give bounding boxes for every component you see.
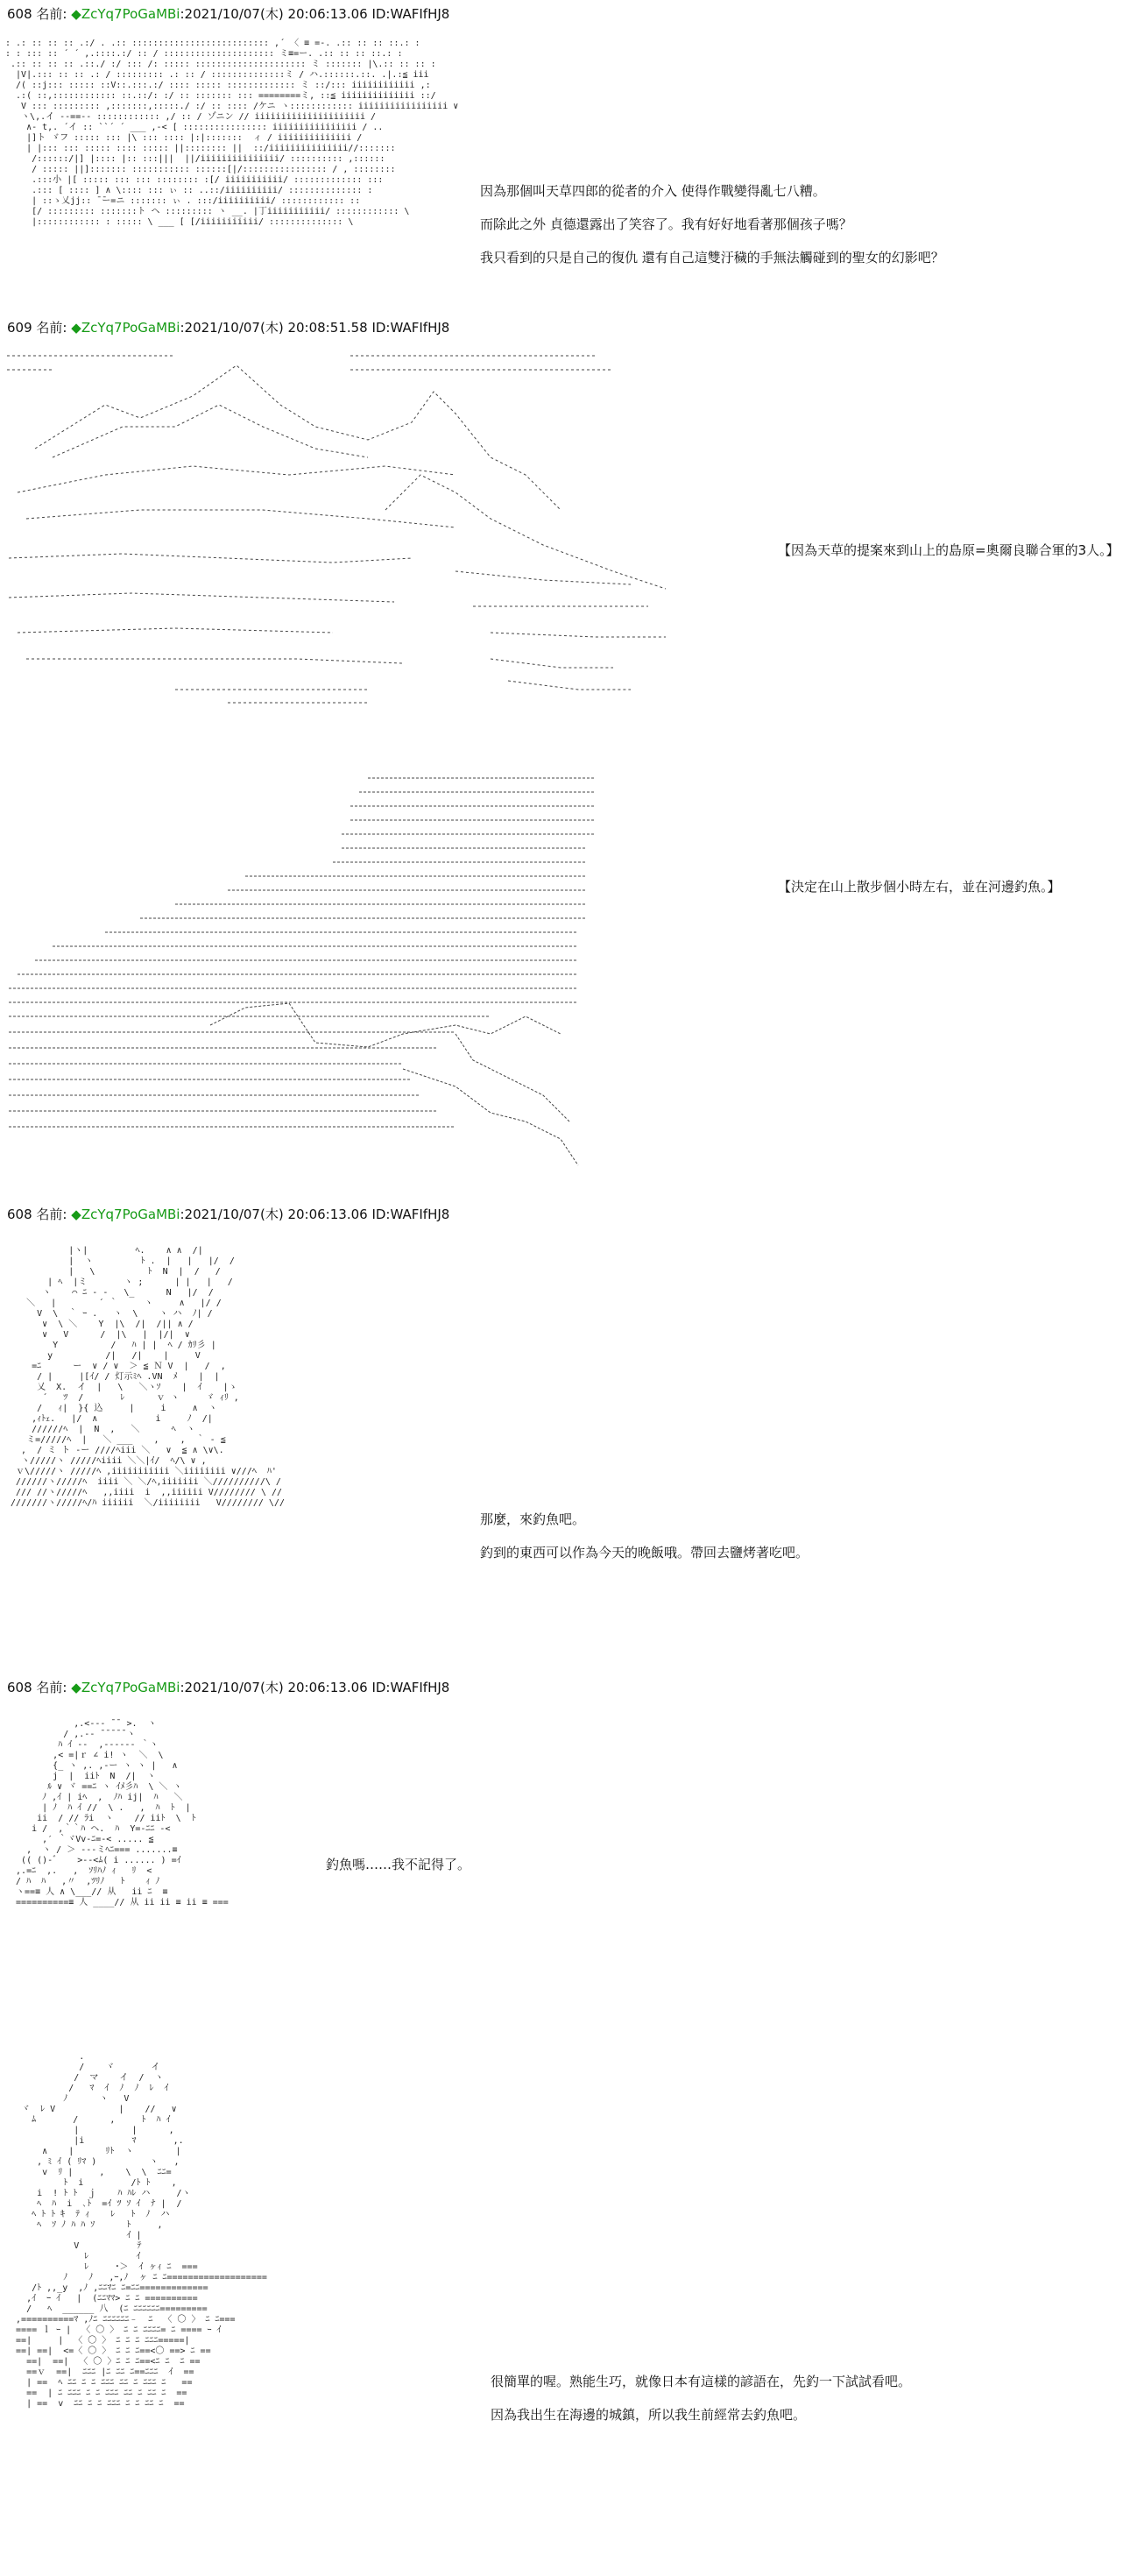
trip-code: ZcYq7PoGaMBi — [81, 1207, 180, 1222]
trip-diamond-icon: ◆ — [71, 1207, 81, 1222]
post-header: 609 名前: ◆ZcYq7PoGaMBi:2021/10/07(木) 20:08:51.58 ID:WAFIfHJ8 — [7, 320, 450, 336]
dialogue-line: 釣魚嗎……我不記得了。 — [326, 1857, 471, 1872]
ascii-art-jeanne-fishing: ,.<--- ̄ ̄ >. ヽ / ,.-- ̄ ̄ ̄ ̄ ̄ ヽ ﾊ ｲ -- ,------ ｀ヽ ,< =|ｒ ∠ i! ヽ ＼ \ {_ ヽ ,. ,-ー ヽ ヽ | ∧ j | iiﾄ N /| ヽ ﾙ ∨ ヾ ==ﾆ ヽ ｲﾒ彡ﾊ \ ＼ ヽ ﾉ ,ｲ | iﾍ , ﾉﾊ ij| ﾊ ＼ | ﾉ ﾊ ｲ // \ . , ﾊ ﾄ | ii / // ﾗi ヽ // iiﾄ \ ﾄ i / ,｀｀ﾊ ヘ. ﾊ Y=-ﾆﾆ -< ,′ ｀ヾVv-ﾆ=-< ..... ≦ , ヽ / ＞ ---ミﾍﾆ=== .......≡ (( ()-゛ >--<ﾑ( i ...... ) =ｲ ,.=ﾆ ,. , ｿﾘﾊﾉ ｨ ﾘ < / ﾊ ﾊ ,〃 ,ﾂﾘﾉ ﾄ ｨ ﾉ ヽ==≡ 人 ∧ \___// 从 ii ﾆ ≡ ==========≡ 人 ____// 从 ii ii ≡ ii ≡ === — [16, 1719, 229, 1907]
dialogue-block — [480, 182, 944, 282]
trip-code: ZcYq7PoGaMBi — [81, 6, 180, 22]
dialogue-line: 【決定在山上散步個小時左右，並在河邊釣魚。】 — [778, 879, 1061, 895]
ascii-art-shirou: |ヽ| ﾍ. ∧ ∧ /| | ヽ ﾄ . | | |/ / | \ ﾄ N | / / | ﾍ |ミ ヽ ; | | | / ヽ ⌒ ﾆ ‐ ‐ \_ N |/ / ＼ | ´ ｀ ヽ ∧ |/ / V \ ｀ ｰ . ヽ \ ヽ ハ ﾉ| / ∨ \ ＼ Y |\ /| /|| ∧ / ∨ V / |\ | |/| ∨ Y / ﾊ | | ﾍ / ｶﾘ彡 | y /| /| | V =ﾆ ー ∨ / ∨ ＞ ≦ Ｎ V | / , / | |[ｲ/ / 灯示ﾐﾍ .VN ﾒ | | 乂 X. イ | \ ＼ヽｿ | ｲ |ゝ ´ ﾂ / ﾚ ｖ ヽ ゞ ｨﾘ , / ｨ| }{ 込 | i ∧ ヽ ,ｨﾄｪ. |/ ∧ i ﾉ /| //////ﾍ | N , ＼ ﾍ ヽ ミ=/////ﾍ | ＼ ___ , , ｀ - ≦ , / ミ ト -ー ////ﾍiii ＼ ∨ ≦ ∧ \∨\. ヽ/////ヽ /////ﾍiiii ＼＼|ｲ/ ﾍ/\ ∨ , ｖ\/////ヽ /////ﾍ ,iiiiiiiiiii ＼iiiiiiii ∨///ﾍ ﾊ' //////ヽ/////ﾍ iiii ＼ ＼/ﾍ,iiiiiii ＼//////////\ / /// //ヽ/////ﾍ ,,iiii i ,,iiiiii V//////// \ // ///////ヽ/////ﾍ/ﾊ iiiiii ＼/iiiiiiii V//////// \// — [11, 1246, 285, 1508]
ascii-art-amakusa: . / ヾ イ / マ イ / ヽ / ﾏ ｲ ﾉ ﾉ ﾚ ｲ ﾉ ヽ V ヾ ﾚ V | // ∨ ﾑ / , ﾄ ﾊ ｲ | | , |i ﾏ ,. ∧ | ﾘﾄ ヽ | , ﾐ ｲ ( ﾘﾏ ) ヽ , v ﾘ | , \ \ ﾆﾆ= ﾄ i /ﾄ ﾄ , i ! ﾄ ﾄ ｊ ﾊ ﾊﾚ ハ /ヽ ﾍ ﾊ i ､ﾄ =ｲ ﾂ ｿ ｲ ﾅ | / ﾍ ﾄ ﾄ ｷ ﾃ ｨ ﾚ ﾄ ﾉ ハ ﾍ ｿ ﾉ ﾊ ﾊ ｿ ﾄ , ｲ | V ﾃ ﾚ ｲ ﾚ ･＞ ｲ ヶｨ ﾆ === ﾉ ﾉ ,ｰ,ﾉ ヶ ﾆ ﾆ=================== /ﾄ ,,_y ,ﾉ ,ﾆﾆﾏﾆ ﾆ=ﾆﾆ============= ,ｲ ｰ ｲ | (ﾆﾆﾏﾏ> ﾆ ﾆ ========== / ﾍ ______ 八 (ﾆ ﾆﾆﾆﾆﾆﾆ========= ,==========ﾏ ,ﾉﾆ ﾆﾆﾆﾆﾆﾆ﹣ ﾆ 〈 〇 〉 ﾆ ﾆ=== ==== ｌ ｰ | 〈 〇 〉 ﾆ ﾆ ﾆﾆﾆﾆ= ﾆ ==== ｰ ｲ ==| | 〈 〇 〉 ﾆ ﾆ ﾆ ﾆﾆﾆ=====| ==| ==| <=〈 〇 〉 ﾆ ﾆ ﾆ==<〇 ==> ﾆ == ==| ==| 〈 〇 〉ﾆ ﾆ ﾆ==<ﾆ ﾆ ﾆ == ==ｖ ==| ﾆﾆﾆ |ﾆ ﾆﾆ ﾆ==ﾆﾆﾆ ｲ == | == ﾍ ﾆﾆ ﾆ ﾆ ﾆﾆﾆ ﾆﾆ ﾆ ﾆﾆﾆ ﾆ == == | ﾆ ﾆﾆﾆ ﾆ ﾆ ﾆﾆﾆ ﾆﾆ ﾆ ﾆﾆ ﾆ == | == v ﾆﾆ ﾆ ﾆ ﾆﾆﾆ ﾆ ﾆ ﾆﾆ ﾆ == — [16, 2052, 267, 2409]
dialogue-line: 【因為天草的提案來到山上的島原=奧爾良聯合軍的3人。】 — [778, 542, 1119, 558]
post-header: 608 名前: ◆ZcYq7PoGaMBi:2021/10/07(木) 20:06:13.06 ID:WAFIfHJ8 — [7, 1207, 450, 1222]
post-header: 608 名前: ◆ZcYq7PoGaMBi:2021/10/07(木) 20:06:13.06 ID:WAFIfHJ8 — [7, 6, 450, 22]
river-art-icon — [0, 771, 666, 1192]
post-date: :2021/10/07(木) 20:06:13.06 ID:WAFIfHJ8 — [180, 1207, 450, 1222]
dialogue-block — [480, 1511, 809, 1577]
dialogue-line: 而除此之外 貞德還露出了笑容了。我有好好地看著那個孩子嗎？ — [480, 216, 852, 232]
post-date: :2021/10/07(木) 20:06:13.06 ID:WAFIfHJ8 — [180, 6, 450, 22]
dialogue-block — [491, 2373, 911, 2439]
dialogue-line: 釣到的東西可以作為今天的晚飯哦。帶回去鹽烤著吃吧。 — [480, 1545, 809, 1560]
trip-diamond-icon: ◆ — [71, 1680, 81, 1695]
trip-code: ZcYq7PoGaMBi — [81, 1680, 180, 1695]
dialogue-block — [326, 1856, 470, 1889]
ascii-art-river — [0, 771, 666, 1192]
ascii-art-jeanne-alter: : .: :: :: :: .:/ . .:: :::::::::::::::::::::::::: ,´ 〈 ≡ =-. .:: :: :: ::.: : : : ::: :: ´ ´ ,.::::.:/ :: / ::::::::::::::::::::: ミ≡=ー. .:: :: :: ::.: : .:: :: :: :: .::./ :/ ::: /: ::::: ::::::::::::::::::::: ミ ::::::: |\.:: :: :: : |V|.::: :: :: .: / ::::::::: .: :: / ::::::::::::::ミ / ハ.::::::.::. .|.:≦ iii /( ::j::: ::::: ::V::.:::.:/ :::: ::::: ::::::::::::: ミ ::/::: iiiiiiiiiiii ,: .:( ::,:::::::::::: ::.::/: :/ :: ::::::: ::: ========ミ, ::≦ iiiiiiiiiiiiii ::/ V ::: ::::::::: ,:::::::,:::::./ :/ :: :::: /ケニ ヽ:::::::::::: iiiiiiiiiiiiiiiii ∨ ヽ\,.イ --==-- :::::::::::: ,/ :: / ゾニン // iiiiiiiiiiiiiiiiiiiii / ∧- t,. ´イ :: ``´ ´ ___ ,-< [ :::::::::::::::: iiiiiiiiiiiiiiii / .. |]ト ゞフ ::::: ::: |\ ::: :::: |:|::::::: ィ / iiiiiiiiiiiiii / | |::: ::: ::::: :::: ::::: ||:::::::: || ::/iiiiiiiiiiiiiii//::::::: /::::::/|] |:::: |:: :::||| ||/iiiiiiiiiiiiiii/ :::::::::: ,:::::: / ::::: ||]::::::: ::::::::::: ::::::[|/:::::::::::::::: / , :::::::: .:::小 |[ ::::: ::: ::: :::::::: :[/ iiiiiiiiiii/ ::::::::::::: ::: .::: [ :::: ] ∧ \:::: ::: ぃ :: ..::/iiiiiiiiii/ :::::::::::::: : | ::ゝ乂jj:: ̄ ̄ー=ニ ::::::: ぃ . :::/iiiiiiiiii/ :::::::::::: :: [/ ::::::::: :::::::ト ヘ ::::::::: ヽ __. |丁iiiiiiiiiii/ :::::::::::: \ |:::::::::::: : ::::: \ ___ [ [/iiiiiiiiiii/ :::::::::::::: \ — [5, 39, 459, 227]
dialogue-line: 我只看到的只是自己的復仇 還有自己這雙汙穢的手無法觸碰到的聖女的幻影吧？ — [480, 250, 944, 265]
dialogue-block — [778, 878, 1061, 911]
mountain-art-icon — [0, 343, 674, 720]
trip-diamond-icon: ◆ — [71, 6, 81, 22]
dialogue-line: 因為那個叫天草四郎的從者的介入 使得作戰變得亂七八糟。 — [480, 183, 826, 199]
dialogue-line: 那麼，來釣魚吧。 — [480, 1511, 586, 1527]
dialogue-block — [778, 541, 1119, 575]
trip-diamond-icon: ◆ — [71, 320, 81, 336]
post-date: :2021/10/07(木) 20:06:13.06 ID:WAFIfHJ8 — [180, 1680, 450, 1695]
post-header: 608 名前: ◆ZcYq7PoGaMBi:2021/10/07(木) 20:06:13.06 ID:WAFIfHJ8 — [7, 1680, 450, 1695]
dialogue-line: 因為我出生在海邊的城鎮，所以我生前經常去釣魚吧。 — [491, 2407, 807, 2423]
trip-code: ZcYq7PoGaMBi — [81, 320, 180, 336]
ascii-art-mountains — [0, 343, 674, 720]
post-date: :2021/10/07(木) 20:08:51.58 ID:WAFIfHJ8 — [180, 320, 450, 336]
dialogue-line: 很簡單的喔。熟能生巧，就像日本有這樣的諺語在，先釣一下試試看吧。 — [491, 2374, 912, 2389]
